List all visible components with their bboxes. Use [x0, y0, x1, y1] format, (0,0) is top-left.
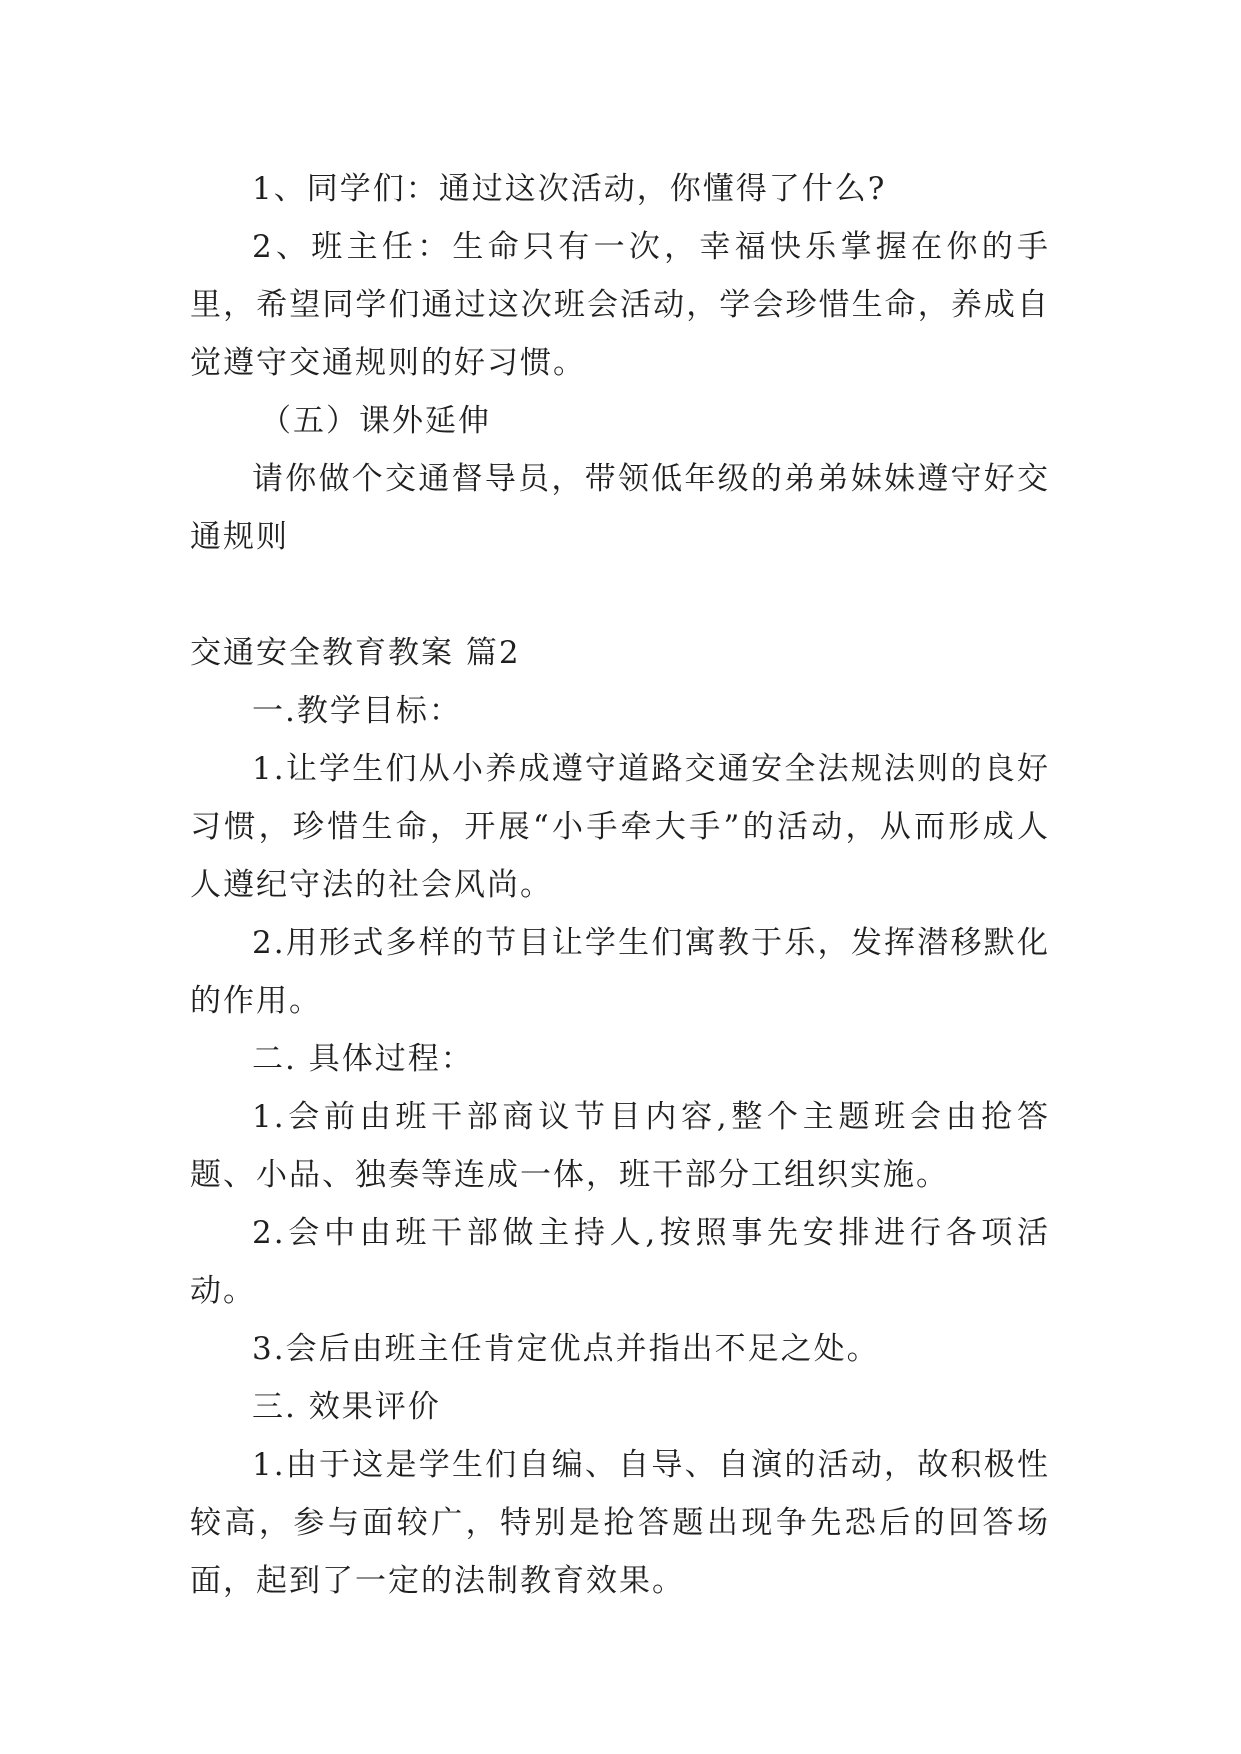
process-heading: 二. 具体过程： [252, 1041, 474, 1077]
process-1: 1.会前由班干部商议节目内容,整个主题班会由抢答题、小品、独奏等连成一体，班干部分工组织实施。 [190, 1099, 1050, 1193]
goal-2: 2.用形式多样的节目让学生们寓教于乐，发挥潜移默化的作用。 [190, 925, 1050, 1019]
lesson-2-title: 交通安全教育教案 篇2 [190, 635, 521, 671]
summary-teacher: 2、班主任：生命只有一次，幸福快乐掌握在你的手里，希望同学们通过这次班会活动，学会珍惜生命，养成自觉遵守交通规则的好习惯。 [190, 229, 1050, 381]
teaching-goals-heading: 一.教学目标： [252, 693, 462, 729]
extension-text: 请你做个交通督导员，带领低年级的弟弟妹妹遵守好交通规则 [190, 461, 1050, 555]
process-2: 2.会中由班干部做主持人,按照事先安排进行各项活动。 [190, 1215, 1050, 1309]
goal-1: 1.让学生们从小养成遵守道路交通安全法规法则的良好习惯，珍惜生命，开展“小手牵大手”的活动，从而形成人人遵纪守法的社会风尚。 [190, 751, 1050, 903]
section-extension-heading: （五）课外延伸 [260, 403, 491, 439]
evaluation-heading: 三. 效果评价 [252, 1389, 441, 1425]
evaluation-1: 1.由于这是学生们自编、自导、自演的活动，故积极性较高，参与面较广，特别是抢答题出现争先恐后的回答场面，起到了一定的法制教育效果。 [190, 1447, 1050, 1599]
document-content [190, 160, 1050, 1610]
process-3: 3.会后由班主任肯定优点并指出不足之处。 [252, 1331, 880, 1367]
summary-q1: 1、同学们：通过这次活动，你懂得了什么? [252, 171, 887, 207]
